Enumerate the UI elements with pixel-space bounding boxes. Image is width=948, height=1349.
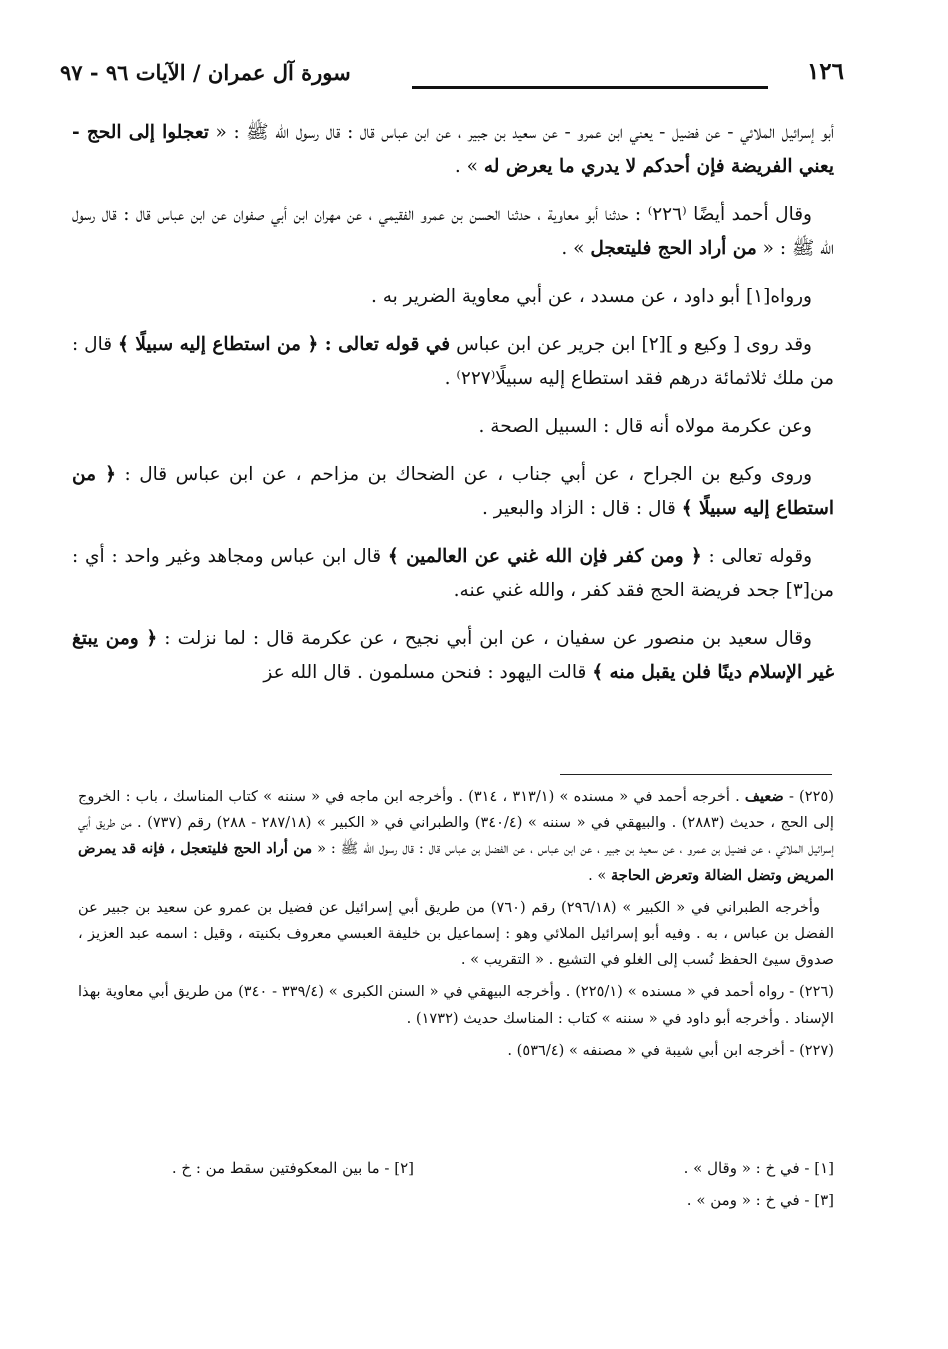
paragraph	[72, 198, 834, 266]
grading: ضعيف	[744, 788, 784, 805]
paragraph	[72, 280, 834, 314]
text-run: (٢٢٧) - أخرجه ابن أبي شيبة في « مصنفه » (٥٣٦/٤) .	[507, 1041, 834, 1059]
text-run: وقوله تعالى :	[701, 546, 813, 567]
variant-row	[78, 1152, 834, 1184]
footnote	[78, 1038, 834, 1064]
quran-quote: ﴿ ومن كفر فإن الله غني عن العالمين ﴾	[387, 546, 702, 567]
footnote	[78, 784, 834, 889]
quran-quote: ﴿ ومن يبتغ غير الإسلام دينًا فلن يقبل منه ﴾	[72, 628, 834, 683]
text-run: وعن عكرمة مولاه أنه قال : السبيل الصحة .	[478, 416, 812, 437]
footnote	[78, 895, 834, 974]
paragraph	[72, 328, 834, 396]
text-run: وقال أحمد أيضًا ⁽٢٢٦⁾ : حدثنا أبو معاوية ، حدثنا الحسن بن عمرو الفقيمي ، عن مهران ابن أبي صفوان عن ابن عباس قال : قال رسول الله ﷺ : «	[72, 204, 834, 259]
paragraph	[72, 410, 834, 444]
text-run: قال : قال : الزاد والبعير .	[482, 498, 682, 519]
variant-note: [١] - في خ : « وقال » .	[683, 1159, 834, 1177]
running-title: سورة آل عمران / الآيات ٩٦ - ٩٧	[60, 60, 351, 85]
footnotes	[78, 784, 834, 1070]
footnote-rule	[560, 774, 832, 775]
hadith-text: من أراد الحج فليتعجل ، فإنه قد يمرض المريض وتضل الضالة وتعرض الحاجة	[78, 840, 834, 884]
main-text	[72, 116, 834, 704]
variant-note: [٢] - ما بين المعكوفتين سقط من : خ .	[171, 1159, 414, 1177]
text-run: قالت اليهود : فنحن مسلمون . قال الله عز	[263, 662, 593, 683]
page-number: ١٢٦	[806, 58, 844, 85]
text-run: » .	[454, 156, 484, 177]
paragraph	[72, 116, 834, 184]
text-run: » .	[561, 238, 591, 259]
header-rule	[412, 86, 768, 89]
text-run: قال ابن عباس ومجاهد وغير واحد : أي : من[٣] جحد فريضة الحج فقد كفر ، والله غني عنه.	[72, 546, 834, 601]
paragraph	[72, 622, 834, 690]
manuscript-variants	[78, 1152, 834, 1216]
text-run: » .	[588, 866, 611, 884]
variant-note: [٣] - في خ : « ومن » .	[686, 1191, 834, 1209]
text-run: أبو إسرائيل الملائي - عن فضيل - يعني ابن عمرو - عن سعيد بن جبير ، عن ابن عباس قال : قال رسول الله ﷺ : «	[208, 122, 834, 143]
text-run: وقد روى [ وكيع و ][٢] ابن جرير عن ابن عباس	[450, 334, 812, 355]
paragraph	[72, 458, 834, 526]
hadith-text: تعجلوا إلى الحج - يعني الفريضة فإن أحدكم لا يدري ما يعرض له	[72, 122, 834, 177]
quran-quote: في قوله تعالى : ﴿ من استطاع إليه سبيلًا ﴾	[118, 334, 451, 355]
text-run: . أخرجه أحمد في « مسنده » (٣١٣/١ ، ٣١٤) . وأخرجه ابن ماجه في « سننه » كتاب المناسك ، باب : الخروج إلى الحج ، حديث (٢٨٨٣) . والبيهقي في « سننه » (٣٤٠/٤) والطبراني في « الكبير » (٢٨٧/١٨ - ٢٨٨) رقم (٧٣٧) . من طريق أبي إسرائيل الملائي ، عن فضيل بن عمرو ، عن سعيد بن جبير ، عن ابن عباس ، عن الفضل بن عباس قال : قال رسول الله ﷺ : «	[78, 788, 834, 858]
text-run: (٢٢٦) - رواه أحمد في « مسنده » (٢٢٥/١) . وأخرجه البيهقي في « السنن الكبرى » (٣٣٩/٤ - ٣٤٠) من طريق أبي معاوية بهذا الإسناد . وأخرجه أبو داود في « سننه » كتاب : المناسك حديث (١٧٣٢) .	[78, 983, 834, 1027]
quran-quote: ﴿ من استطاع إليه سبيلًا ﴾	[72, 464, 834, 519]
text-run: قال : من ملك ثلاثمائة درهم فقد استطاع إليه سبيلًا⁽٢٢٧⁾ .	[72, 334, 834, 389]
text-run: (٢٢٥) -	[783, 788, 834, 805]
text-run: وروى وكيع بن الجراح ، عن أبي جناب ، عن الضحاك بن مزاحم ، عن ابن عباس قال :	[115, 464, 813, 485]
text-run: وقال سعيد بن منصور عن سفيان ، عن ابن أبي نجيح ، عن عكرمة قال : لما نزلت :	[157, 628, 812, 649]
text-run: ورواه[١] أبو داود ، عن مسدد ، عن أبي معاوية الضرير به .	[370, 286, 812, 307]
hadith-text: من أراد الحج فليتعجل	[590, 238, 757, 259]
footnote	[78, 979, 834, 1031]
text-run: وأخرجه الطبراني في « الكبير » (٢٩٦/١٨) رقم (٧٦٠) من طريق أبي إسرائيل عن فضيل بن عمرو عن سعيد بن جبير عن الفضل بن عباس ، به . وفيه أبو إسرائيل الملائي وهو : إسماعيل بن خليفة العبسي معروف بكنيته ، وقيل : اسمه عبد العزيز ، صدوق سيئ الحفظ نُسب إلى الغلو في التشيع . « التقريب » .	[78, 898, 834, 969]
paragraph	[72, 540, 834, 608]
variant-row	[78, 1184, 834, 1216]
